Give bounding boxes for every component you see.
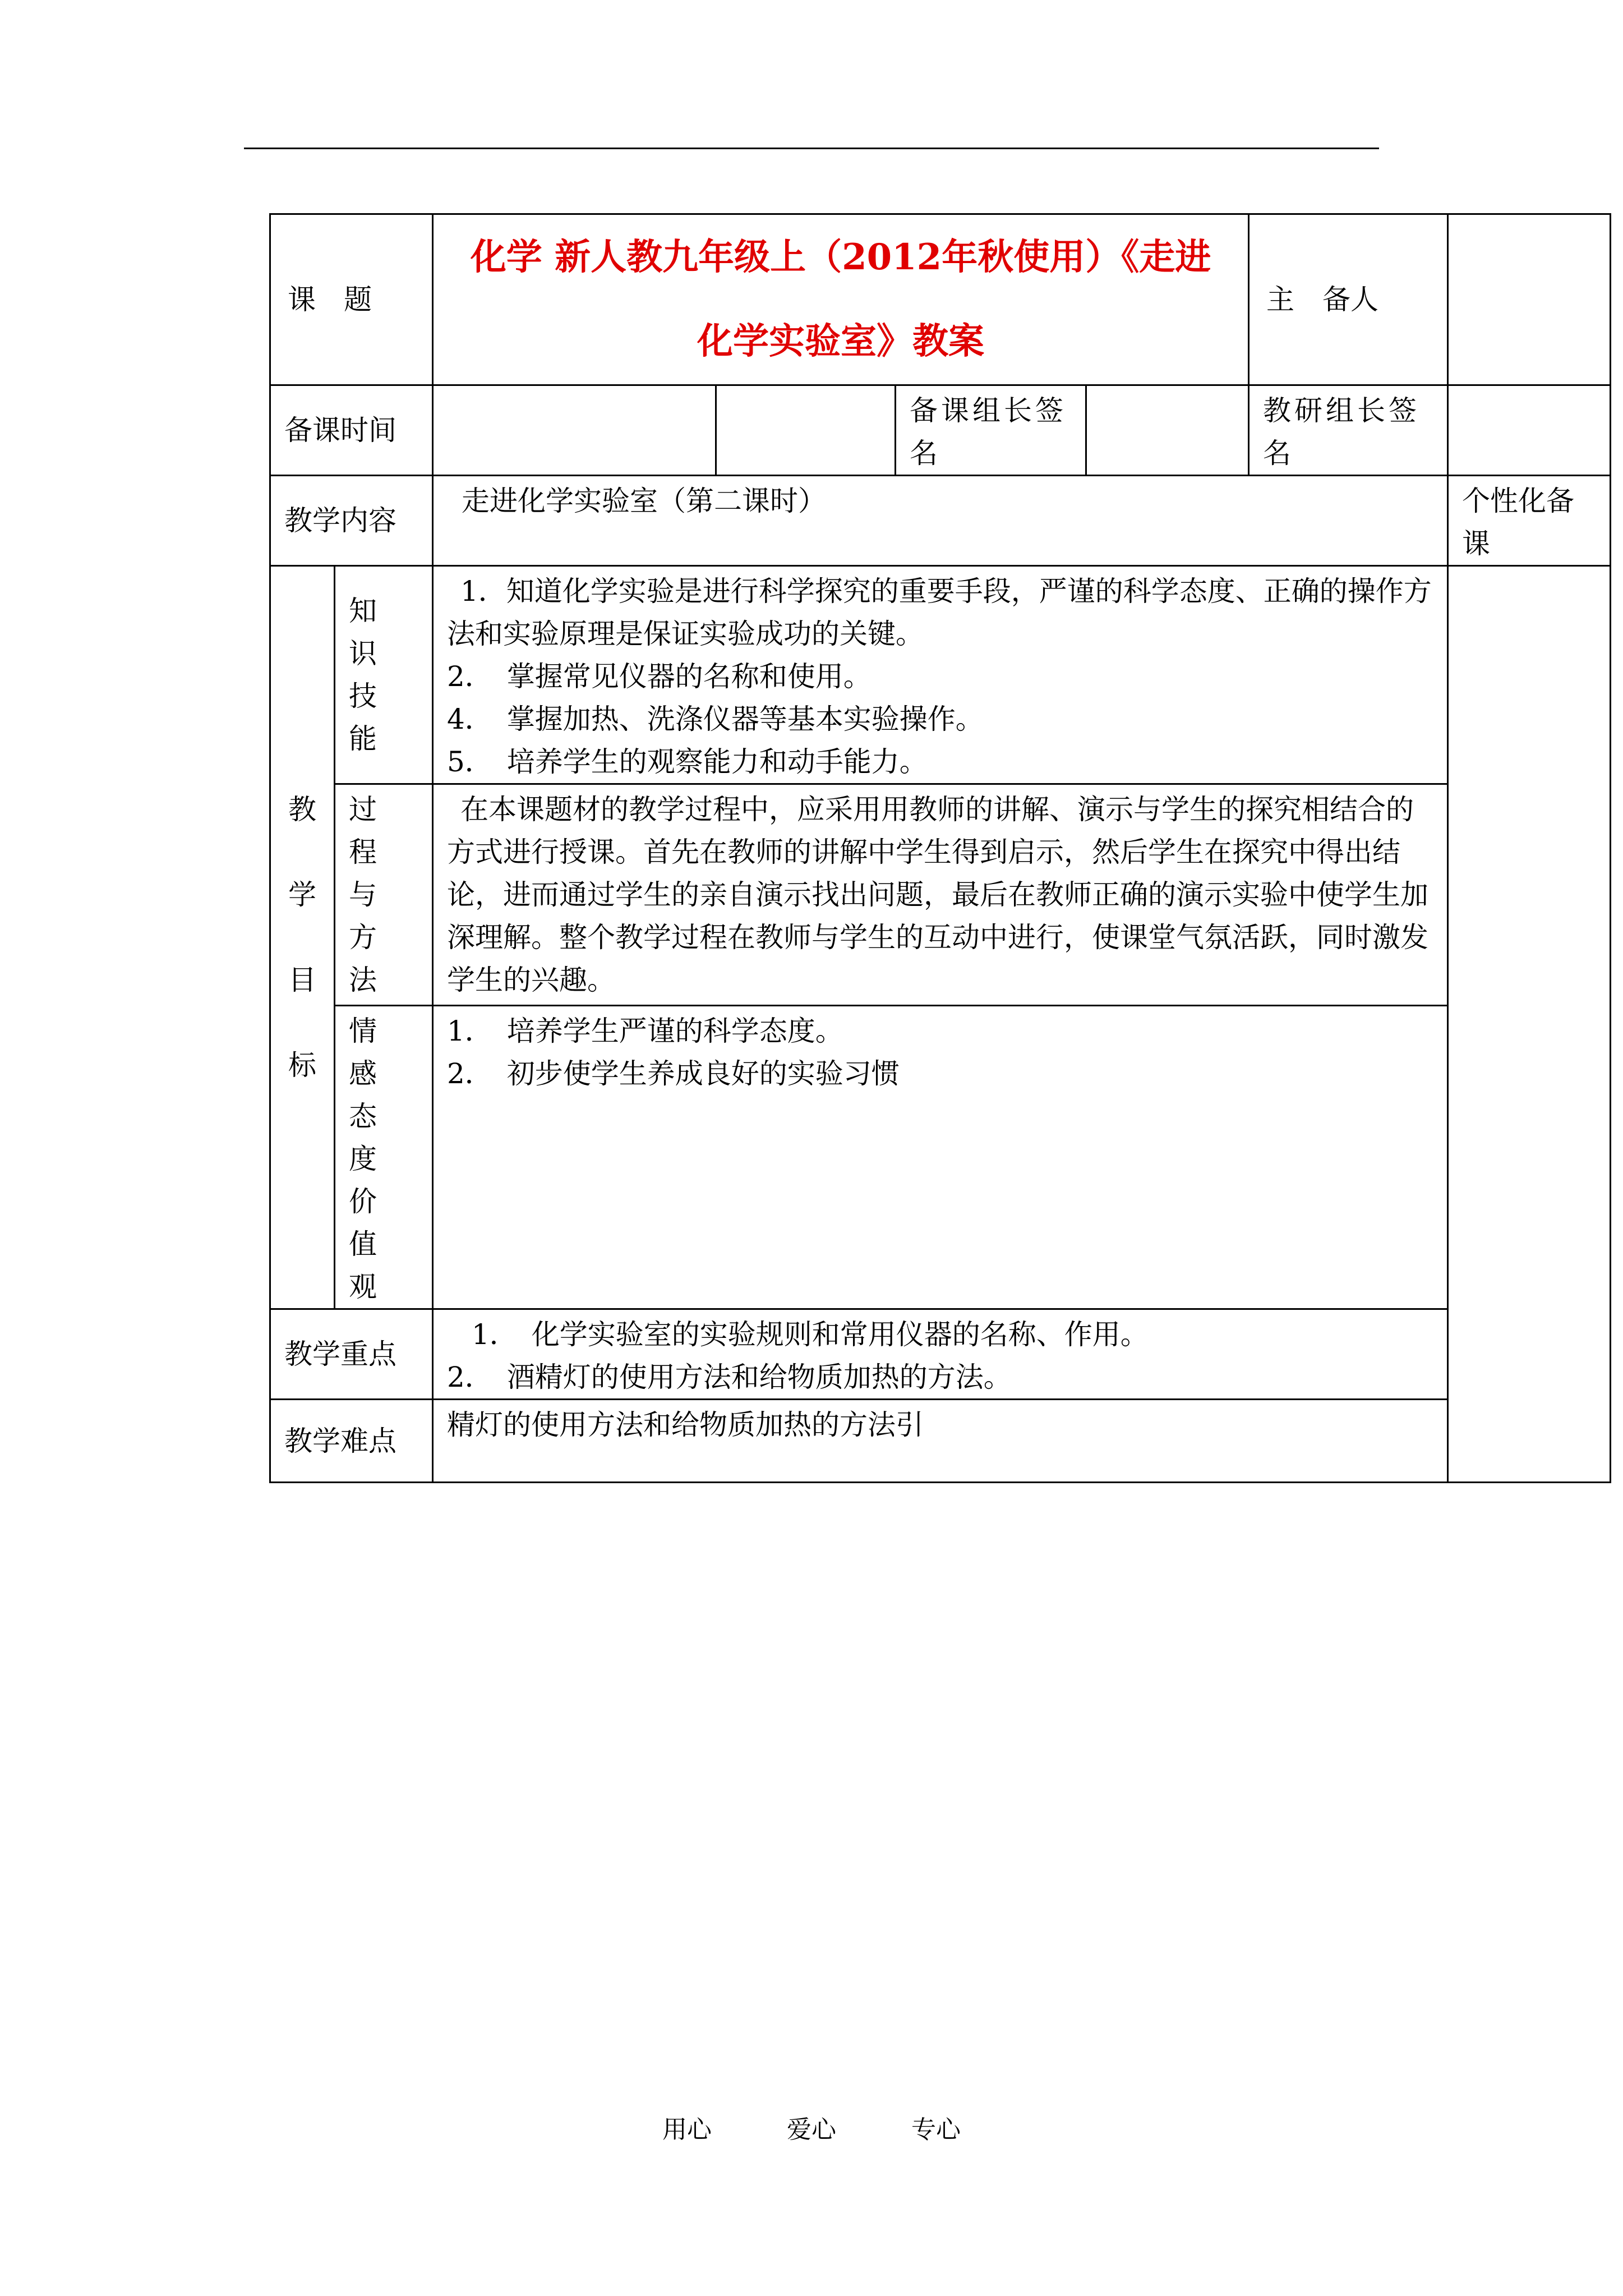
key-points-label: 教学重点 — [270, 1309, 433, 1400]
teaching-content-value: 走进化学实验室（第二课时） — [433, 476, 1448, 566]
knowledge-content — [433, 566, 1448, 784]
process-label: 过程与方法 — [335, 784, 433, 1006]
topic-label: 课 题 — [270, 214, 433, 385]
personalized-value — [1448, 566, 1611, 1483]
attitude-item: 2． 初步使学生养成良好的实验习惯 — [447, 1057, 900, 1090]
key-points-content — [433, 1309, 1448, 1400]
attitude-item: 1． 培养学生严谨的科学态度。 — [447, 1015, 843, 1047]
page-footer — [0, 2109, 1623, 2145]
prep-time-value-2 — [716, 385, 896, 476]
knowledge-label: 知识技能 — [335, 566, 433, 784]
footer-item: 专心 — [911, 2115, 961, 2144]
footer-item: 用心 — [662, 2115, 712, 2144]
objectives-char-4: 标 — [288, 1049, 316, 1082]
teaching-content-label: 教学内容 — [270, 476, 433, 566]
objectives-char-1: 教 — [288, 793, 316, 826]
knowledge-item: 2． 掌握常见仪器的名称和使用。 — [447, 660, 872, 693]
personalized-label: 个性化备课 — [1448, 476, 1611, 566]
lesson-title — [433, 214, 1249, 385]
header-rule — [244, 148, 1379, 149]
footer-item: 爱心 — [787, 2115, 836, 2144]
lesson-title-line-2: 化学实验室》教案 — [697, 320, 985, 362]
difficulties-label: 教学难点 — [270, 1400, 433, 1483]
knowledge-item: 5． 培养学生的观察能力和动手能力。 — [447, 746, 928, 778]
lead-preparer-label: 主 备人 — [1249, 214, 1448, 385]
attitude-content — [433, 1006, 1448, 1309]
lesson-title-line-1: 化学 新人教九年级上（2012年秋使用）《走进 — [470, 236, 1211, 278]
group-leader-sign-label: 备课组长签名 — [896, 385, 1086, 476]
difficulties-content — [433, 1400, 1448, 1483]
process-content — [433, 784, 1448, 1006]
difficulties-text: 精灯的使用方法和给物质加热的方法引 — [447, 1409, 924, 1441]
group-leader-sign-value — [1086, 385, 1249, 476]
lesson-plan-table — [269, 213, 1611, 1483]
research-leader-sign-label: 教研组长签名 — [1249, 385, 1448, 476]
objectives-char-3: 目 — [288, 964, 316, 996]
key-point-item: 2． 酒精灯的使用方法和给物质加热的方法。 — [447, 1361, 1012, 1393]
prep-time-value — [433, 385, 716, 476]
knowledge-item: 1．知道化学实验是进行科学探究的重要手段，严谨的科学态度、正确的操作方法和实验原理是保证实验成功的关键。 — [447, 575, 1432, 650]
lead-preparer-value — [1448, 214, 1611, 385]
attitude-label: 情感态度价值观 — [335, 1006, 433, 1309]
prep-time-label: 备课时间 — [270, 385, 433, 476]
key-point-item: 1． 化学实验室的实验规则和常用仪器的名称、作用。 — [472, 1318, 1149, 1351]
objectives-char-2: 学 — [288, 878, 316, 911]
knowledge-item: 4． 掌握加热、洗涤仪器等基本实验操作。 — [447, 703, 984, 735]
objectives-label — [270, 566, 335, 1309]
process-text: 在本课题材的教学过程中，应采用用教师的讲解、演示与学生的探究相结合的方式进行授课。首先在教师的讲解中学生得到启示，然后学生在探究中得出结论，进而通过学生的亲自演示找出问题，最后在教师正确的演示实验中使学生加深理解。整个教学过程在教师与学生的互动中进行，使课堂气氛活跃，同时激发学生的兴趣。 — [447, 793, 1428, 996]
research-leader-sign-value — [1448, 385, 1611, 476]
